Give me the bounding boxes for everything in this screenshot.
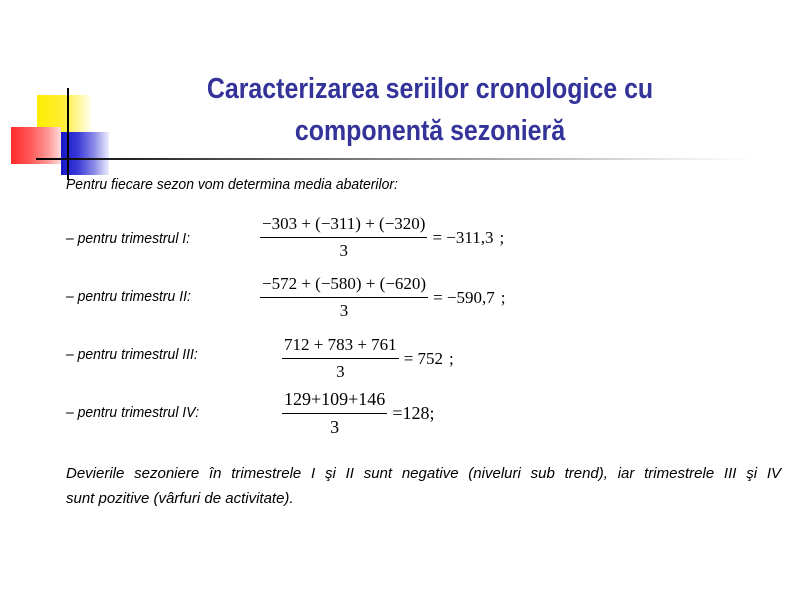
denominator-q1: 3 bbox=[339, 241, 348, 260]
row-label-q2: – pentru trimestru II: bbox=[66, 288, 191, 305]
intro-text: Pentru fiecare sezon vom determina media abaterilor: bbox=[66, 176, 398, 193]
numerator-q4: 129+109+146 bbox=[282, 389, 387, 414]
result-q4: =128 bbox=[392, 403, 430, 423]
denominator-q2: 3 bbox=[339, 301, 349, 320]
semicolon-q2: ; bbox=[500, 287, 506, 307]
decor-vertical-line bbox=[67, 88, 69, 180]
fraction-q1 bbox=[260, 214, 427, 261]
fraction-q2 bbox=[260, 274, 428, 321]
row-label-q4: – pentru trimestrul IV: bbox=[66, 404, 200, 421]
slide-title bbox=[189, 68, 671, 152]
semicolon-q1: ; bbox=[499, 227, 505, 247]
formula-q4 bbox=[282, 389, 434, 438]
semicolon-q4: ; bbox=[429, 403, 435, 423]
formula-q3 bbox=[282, 335, 454, 382]
fraction-q3 bbox=[282, 335, 399, 382]
conclusion-line-2: sunt pozitive (vârfuri de activitate). bbox=[66, 490, 294, 507]
numerator-q3: 712 + 783 + 761 bbox=[282, 335, 399, 359]
formula-q1 bbox=[260, 214, 504, 261]
title-divider bbox=[36, 158, 754, 160]
slide-title-line-1: Caracterizarea seriilor cronologice cu bbox=[206, 73, 654, 105]
conclusion-paragraph bbox=[66, 461, 781, 511]
row-label-q1: – pentru trimestrul I: bbox=[66, 230, 191, 247]
slide-title-line-2: componentă sezonieră bbox=[294, 115, 566, 147]
result-q3: = 752 bbox=[403, 348, 444, 368]
fraction-q4 bbox=[282, 389, 387, 438]
semicolon-q3: ; bbox=[449, 348, 454, 368]
denominator-q4: 3 bbox=[330, 417, 340, 437]
row-label-q3: – pentru trimestrul III: bbox=[66, 346, 198, 363]
numerator-q1: −303 + (−311) + (−320) bbox=[260, 214, 427, 238]
numerator-q2: −572 + (−580) + (−620) bbox=[260, 274, 428, 298]
denominator-q3: 3 bbox=[336, 362, 345, 381]
result-q2: = −590,7 bbox=[433, 287, 495, 307]
conclusion-line-1: Devierile sezoniere în trimestrele I şi II sunt negative (niveluri sub trend), iar trimestrele III şi IV bbox=[66, 465, 781, 482]
formula-q2 bbox=[260, 274, 506, 321]
result-q1: = −311,3 bbox=[432, 227, 494, 247]
